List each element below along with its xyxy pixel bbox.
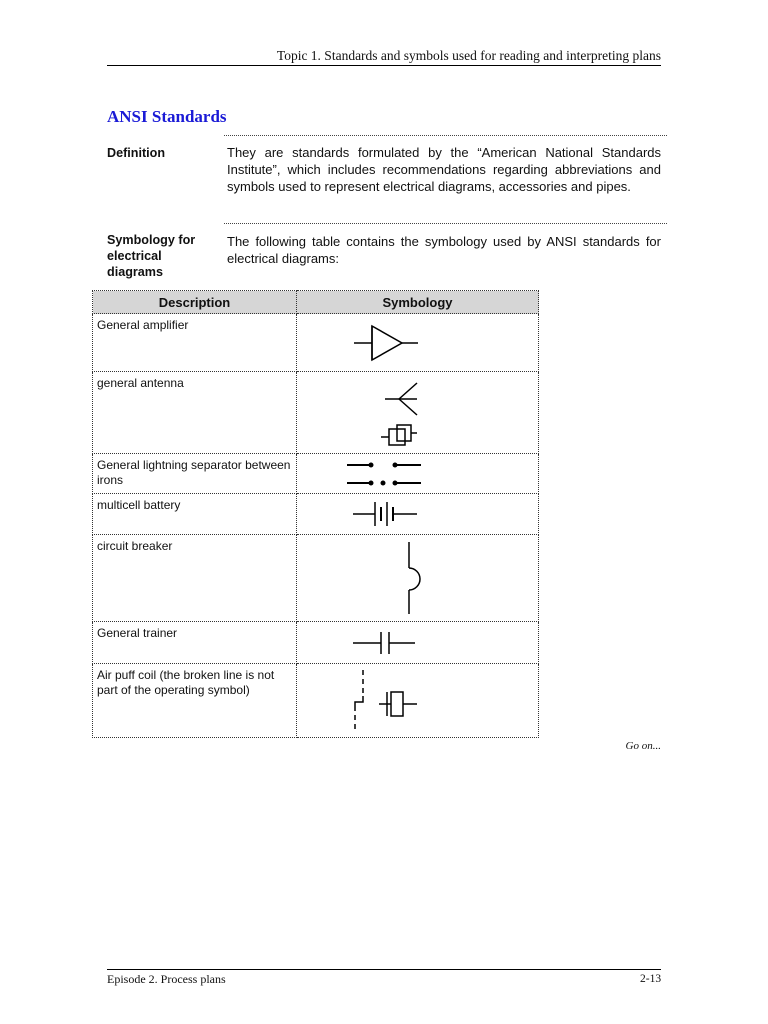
table-row bbox=[93, 372, 539, 454]
symbology-label: Symbology for electrical diagrams bbox=[107, 233, 196, 279]
definition-label: Definition bbox=[107, 146, 166, 160]
table-row bbox=[93, 622, 539, 664]
table-row bbox=[93, 454, 539, 494]
dotted-divider bbox=[224, 223, 667, 224]
amplifier-icon bbox=[352, 318, 432, 368]
row-description: multicell battery bbox=[93, 494, 297, 535]
definition-text: They are standards formulated by the “American National Standards Institute”, which includes recommendations regarding abbreviations and symbols used to represent electrical diagrams, accessories and pipes. bbox=[227, 145, 661, 194]
air-puff-coil-icon bbox=[351, 668, 421, 734]
circuit-breaker-icon bbox=[395, 540, 435, 616]
footer-episode: Episode 2. Process plans bbox=[107, 972, 226, 986]
row-description: General trainer bbox=[93, 622, 297, 664]
table-row bbox=[93, 535, 539, 622]
row-description: General lightning separator between irons bbox=[93, 454, 297, 494]
capacitor-icon bbox=[351, 629, 421, 657]
running-header: Topic 1. Standards and symbols used for reading and interpreting plans bbox=[276, 48, 661, 63]
table-header-row bbox=[93, 291, 539, 314]
table-row bbox=[93, 664, 539, 738]
row-description: general antenna bbox=[93, 372, 297, 454]
table-row bbox=[93, 314, 539, 372]
row-description: General amplifier bbox=[93, 314, 297, 372]
antenna-icon bbox=[377, 377, 437, 449]
footer-rule bbox=[107, 969, 661, 970]
row-description: circuit breaker bbox=[93, 535, 297, 622]
page-title: ANSI Standards bbox=[107, 107, 227, 126]
dotted-divider bbox=[224, 135, 667, 136]
multicell-battery-icon bbox=[351, 499, 421, 529]
symbol-table bbox=[92, 290, 539, 738]
header-rule bbox=[107, 65, 661, 66]
symbology-text: The following table contains the symbology used by ANSI standards for electrical diagrams: bbox=[227, 234, 661, 266]
page-number: 2-13 bbox=[640, 973, 662, 985]
table-row bbox=[93, 494, 539, 535]
row-description: Air puff coil (the broken line is not part of the operating symbol) bbox=[93, 664, 297, 738]
lightning-separator-icon bbox=[345, 457, 425, 491]
continuation-note: Go on... bbox=[625, 740, 661, 752]
column-header-description: Description bbox=[93, 291, 297, 314]
column-header-symbology: Symbology bbox=[297, 291, 539, 314]
